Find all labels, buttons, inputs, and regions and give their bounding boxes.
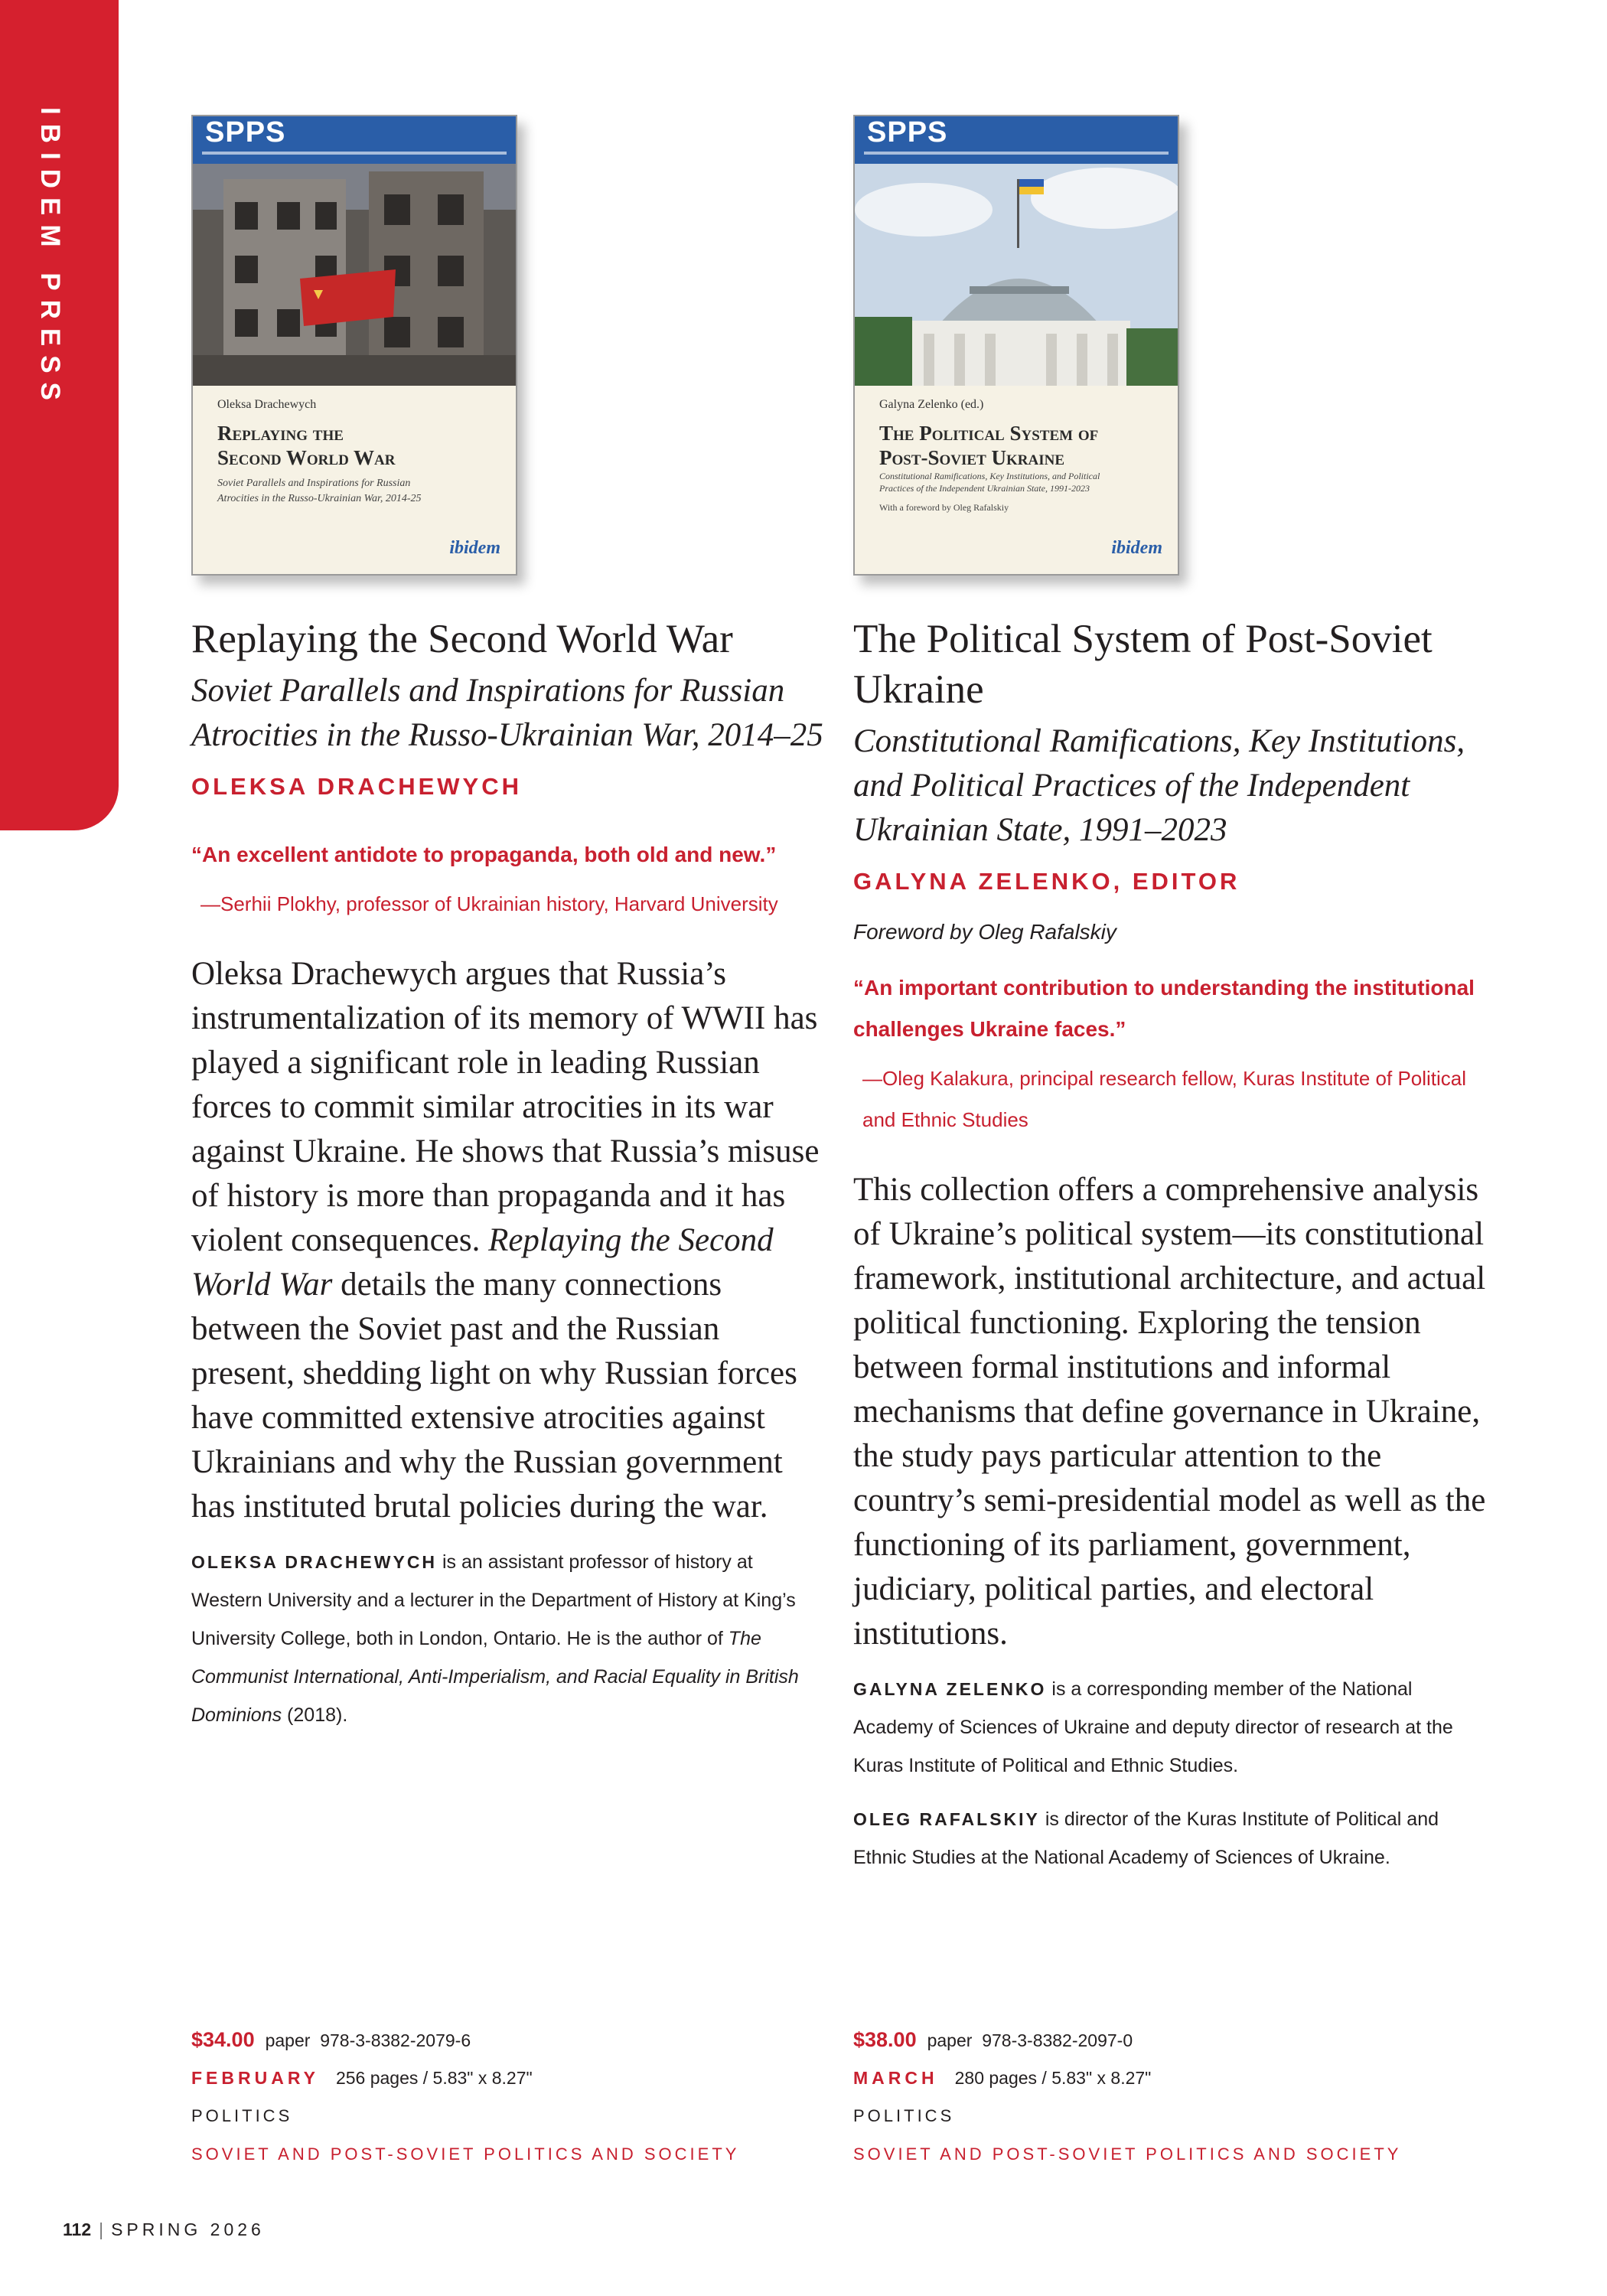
cover-photo-parliament-dome bbox=[855, 164, 1178, 386]
publisher-tab bbox=[0, 0, 119, 830]
cover-series-logo: SPPS bbox=[867, 116, 948, 148]
book-cover-image bbox=[853, 115, 1179, 576]
cover-publisher-logo: ibidem bbox=[1111, 538, 1162, 558]
release-row bbox=[853, 2059, 1401, 2097]
book-meta-right bbox=[853, 2020, 1401, 2174]
book-cover-image bbox=[191, 115, 517, 576]
cover-author: Oleksa Drachewych bbox=[217, 398, 317, 411]
price: $38.00 bbox=[853, 2028, 917, 2051]
editor-bio: GALYNA ZELENKO is a corresponding member of the National Academy of Sciences of Ukraine and deputy director of research at the Kuras Institute of Political and Ethnic Studies. bbox=[853, 1678, 1453, 1776]
book-entry-right bbox=[853, 115, 1488, 1877]
catalog-season: SPRING 2026 bbox=[111, 2219, 265, 2239]
foreword-author-bio: OLEG RAFALSKIY is director of the Kuras Institute of Political and Ethnic Studies at the National Academy of Sciences of Ukraine. bbox=[853, 1808, 1439, 1868]
cover-series-logo: SPPS bbox=[205, 116, 286, 148]
cover-photo-ruined-building bbox=[193, 164, 516, 386]
page-number: 112 bbox=[63, 2219, 92, 2239]
footer-separator: | bbox=[99, 2219, 104, 2239]
page-specs: 280 pages / 5.83" x 8.27" bbox=[954, 2068, 1152, 2088]
subject-category: POLITICS bbox=[853, 2106, 955, 2125]
book-entry-left bbox=[191, 115, 826, 1734]
book-description: This collection offers a comprehensive analysis of Ukraine’s political system—its constitutional framework, institutional architecture, and actual political functioning. Exploring the tension between formal institutions and informal mechanisms that define governance in Ukraine, the study pays particular attention to the country’s semi-presidential model as well as the functioning of its parliament, government, judiciary, political parties, and electoral institutions. bbox=[853, 1172, 1486, 1652]
release-row bbox=[191, 2059, 739, 2097]
endorsement-source: —Serhii Plokhy, professor of Ukrainian history, Harvard University bbox=[200, 892, 778, 915]
book-series: SOVIET AND POST-SOVIET POLITICS AND SOCIETY bbox=[191, 2144, 740, 2164]
cover-subtitle: Constitutional Ramifications, Key Institutions, and Political Practices of the Independent Ukrainian State, 1991-2023 bbox=[879, 471, 1100, 494]
subject-category: POLITICS bbox=[191, 2106, 293, 2125]
cover-author: Galyna Zelenko (ed.) bbox=[879, 398, 984, 411]
book-author: GALYNA ZELENKO, EDITOR bbox=[853, 868, 1240, 895]
cover-foreword: With a foreword by Oleg Rafalskiy bbox=[879, 502, 1009, 513]
release-month: FEBRUARY bbox=[191, 2068, 319, 2088]
isbn: 978-3-8382-2079-6 bbox=[320, 2030, 471, 2050]
endorsement-quote: “An important contribution to understanding the institutional challenges Ukraine faces.” bbox=[853, 976, 1475, 1041]
book-subtitle: Constitutional Ramifications, Key Institutions, and Political Practices of the Independent Ukrainian State, 1991–2023 bbox=[853, 723, 1465, 848]
page-specs: 256 pages / 5.83" x 8.27" bbox=[335, 2068, 533, 2088]
book-description: Oleksa Drachewych argues that Russia’s instrumentalization of its memory of WWII has played a significant role in leading Russian forces to commit similar atrocities in its war against Ukraine. He shows that Russia’s misuse of history is more than propaganda and it has violent consequences. Replaying the Second World War details the many connections between the Soviet past and the Russian present, shedding light on why Russian forces have committed extensive atrocities against Ukrainians and why the Russian government has instituted brutal policies during the war. bbox=[191, 956, 820, 1525]
book-series: SOVIET AND POST-SOVIET POLITICS AND SOCIETY bbox=[853, 2144, 1402, 2164]
page-footer bbox=[63, 2219, 265, 2240]
cover-subtitle: Soviet Parallels and Inspirations for Russian Atrocities in the Russo-Ukrainian War, 2014-25 bbox=[217, 478, 422, 504]
book-title: Replaying the Second World War bbox=[191, 617, 733, 661]
endorsement-source: —Oleg Kalakura, principal research fellow, Kuras Institute of Political and Ethnic Studies bbox=[862, 1067, 1467, 1131]
cover-title: Replaying the Second World War bbox=[217, 422, 396, 469]
author-bio: OLEKSA DRACHEWYCH is an assistant professor of history at Western University and a lecturer in the Department of History at King’s University College, both in London, Ontario. He is the author of The Communist International, Anti-Imperialism, and Racial Equality in British Dominions (2018). bbox=[191, 1551, 799, 1726]
cover-publisher-logo: ibidem bbox=[449, 538, 500, 558]
book-meta-left bbox=[191, 2020, 739, 2174]
endorsement-quote: “An excellent antidote to propaganda, both old and new.” bbox=[191, 843, 777, 866]
book-subtitle: Soviet Parallels and Inspirations for Russian Atrocities in the Russo-Ukrainian War, 2014–25 bbox=[191, 673, 823, 753]
binding-format: paper bbox=[927, 2030, 973, 2050]
release-month: MARCH bbox=[853, 2068, 938, 2088]
cover-series-band bbox=[855, 116, 1178, 164]
book-foreword: Foreword by Oleg Rafalskiy bbox=[853, 920, 1116, 944]
price-row bbox=[853, 2020, 1401, 2059]
book-title: The Political System of Post-Soviet Ukraine bbox=[853, 617, 1433, 712]
book-author: OLEKSA DRACHEWYCH bbox=[191, 773, 522, 800]
cover-title: The Political System of Post-Soviet Ukraine bbox=[879, 422, 1099, 469]
isbn: 978-3-8382-2097-0 bbox=[982, 2030, 1133, 2050]
publisher-tab-label: IBIDEM PRESS bbox=[35, 107, 65, 409]
price-row bbox=[191, 2020, 739, 2059]
cover-series-band bbox=[193, 116, 516, 164]
binding-format: paper bbox=[265, 2030, 311, 2050]
price: $34.00 bbox=[191, 2028, 255, 2051]
